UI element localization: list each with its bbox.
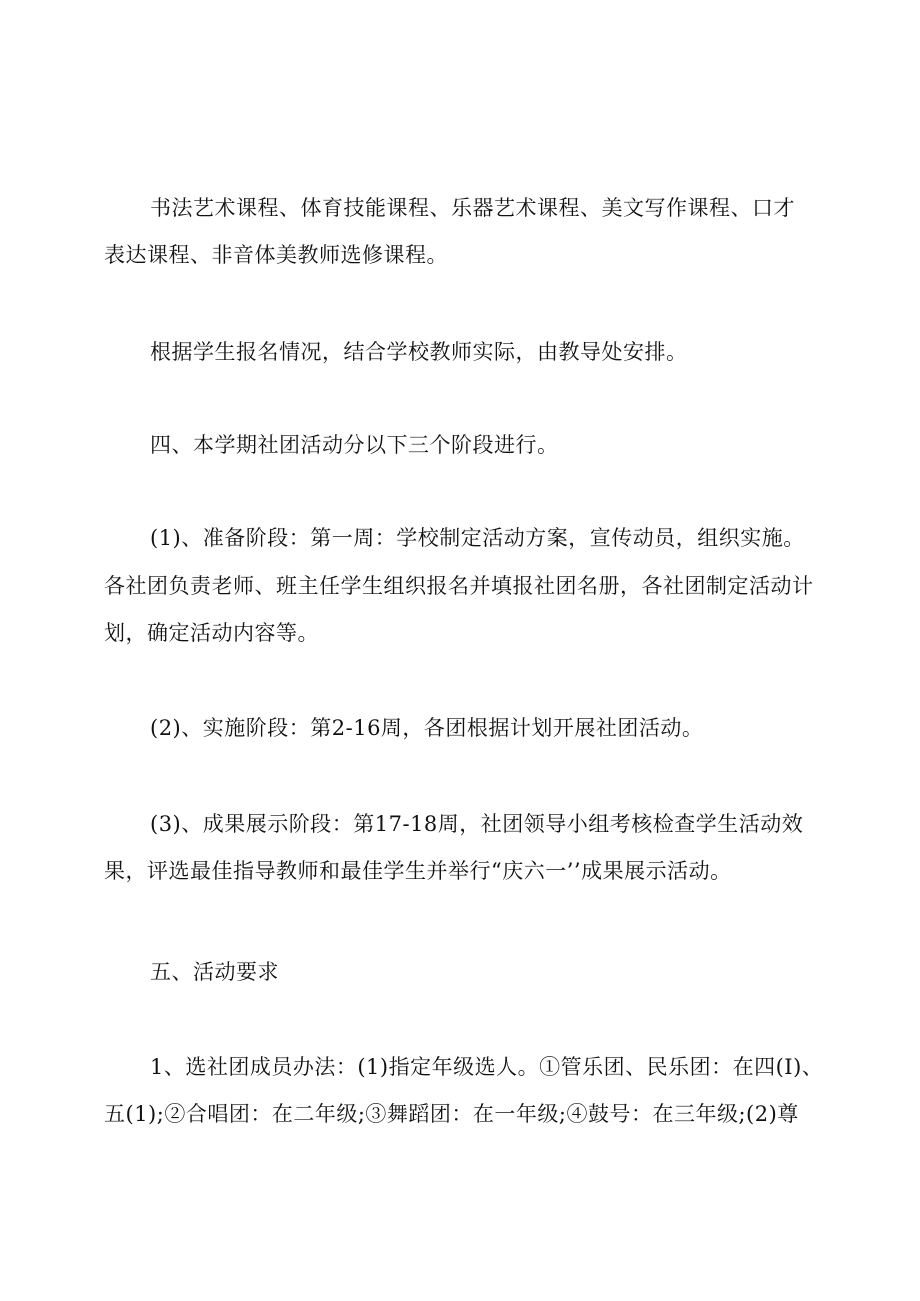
paragraph-line: 各社团负责老师、班主任学生组织报名并填报社团名册，各社团制定活动计 (104, 574, 814, 598)
paragraph-line: (3)、成果展示阶段：第17-18周，社团领导小组考核检查学生活动效 (150, 812, 804, 836)
paragraph-line: (1)、准备阶段：第一周：学校制定活动方案，宣传动员，组织实施。 (150, 526, 805, 550)
paragraph-line: 划，确定活动内容等。 (104, 621, 319, 645)
paragraph-line: 根据学生报名情况，结合学校教师实际，由教导处安排。 (150, 340, 688, 364)
paragraph-line: 1、选社团成员办法：(1)指定年级选人。①管乐团、民乐团：在四(I)、 (150, 1055, 824, 1079)
paragraph-line: 表达课程、非音体美教师选修课程。 (104, 243, 448, 267)
paragraph-line: (2)、实施阶段：第2-16周，各团根据计划开展社团活动。 (150, 716, 704, 740)
paragraph-line: 果，评选最佳指导教师和最佳学生并举行“庆六一’’成果展示活动。 (104, 859, 732, 883)
paragraph-line: 书法艺术课程、体育技能课程、乐器艺术课程、美文写作课程、口才 (150, 196, 795, 220)
section-heading: 四、本学期社团活动分以下三个阶段进行。 (150, 433, 559, 457)
paragraph-line: 五(1);②合唱团：在二年级;③舞蹈团：在一年级;④鼓号：在三年级;(2)尊 (104, 1102, 799, 1126)
section-heading: 五、活动要求 (150, 960, 279, 984)
